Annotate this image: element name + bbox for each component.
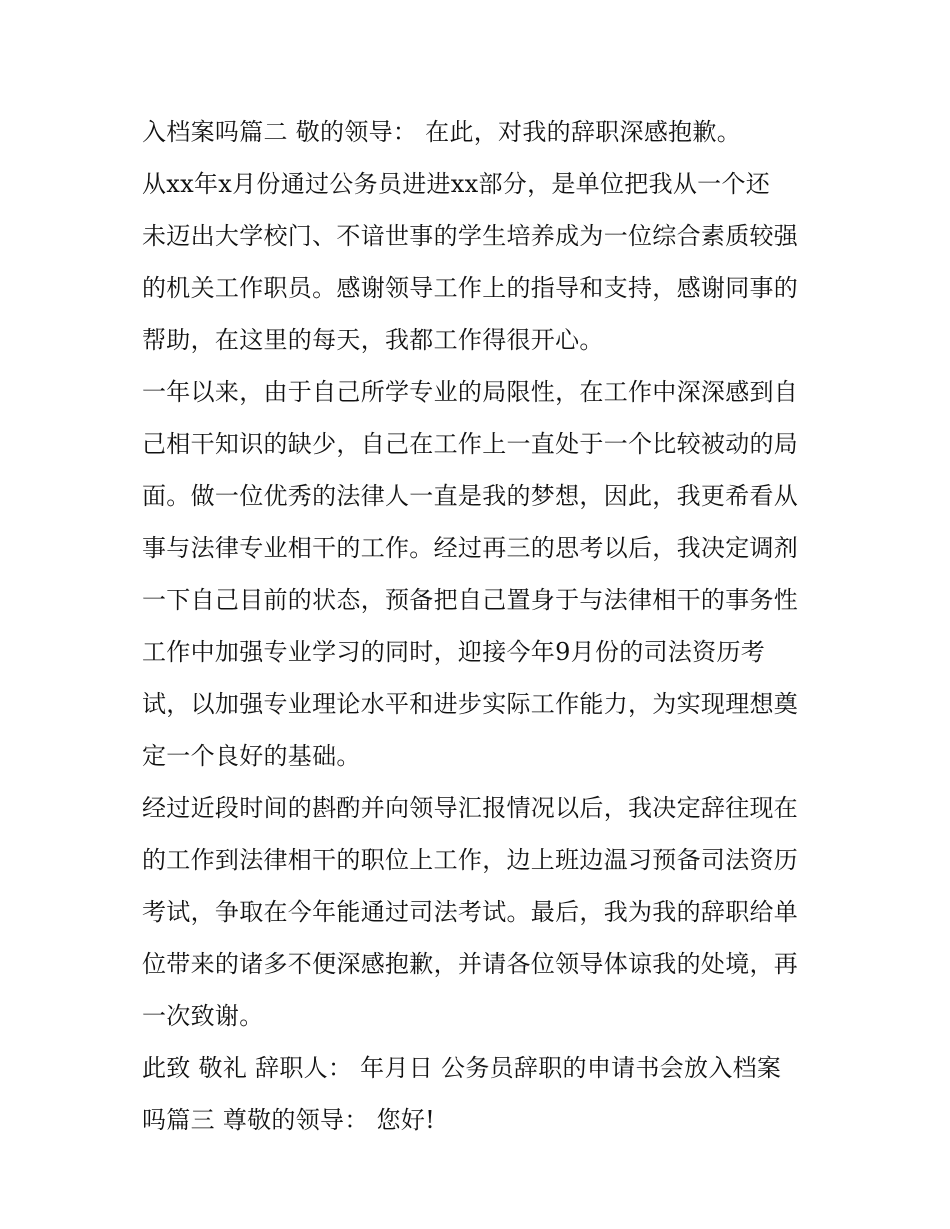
text-line: 己相干知识的缺少，自己在工作上一直处于一个比较被动的局 bbox=[142, 430, 799, 458]
document-body bbox=[142, 106, 822, 1146]
text-line: 帮助，在这里的每天，我都工作得很开心。 bbox=[142, 326, 604, 354]
text-line: 吗篇三 尊敬的领导： 您好! bbox=[142, 1106, 436, 1134]
text-line: 考试，争取在今年能通过司法考试。最后，我为我的辞职给单 bbox=[142, 898, 799, 926]
text-line: 试，以加强专业理论水平和进步实际工作能力，为实现理想奠 bbox=[142, 690, 799, 718]
text-line: 从xx年x月份通过公务员进进xx部分，是单位把我从一个还 bbox=[142, 170, 771, 198]
text-line: 一次致谢。 bbox=[142, 1002, 264, 1030]
text-line: 的机关工作职员。感谢领导工作上的指导和支持，感谢同事的 bbox=[142, 274, 799, 302]
text-line: 的工作到法律相干的职位上工作，边上班边温习预备司法资历 bbox=[142, 846, 799, 874]
text-line: 定一个良好的基础。 bbox=[142, 742, 361, 770]
text-line: 未迈出大学校门、不谙世事的学生培养成为一位综合素质较强 bbox=[142, 222, 799, 250]
text-line: 工作中加强专业学习的同时，迎接今年9月份的司法资历考 bbox=[142, 638, 766, 666]
text-line: 事与法律专业相干的工作。经过再三的思考以后，我决定调剂 bbox=[142, 534, 799, 562]
text-line: 面。做一位优秀的法律人一直是我的梦想，因此，我更希看从 bbox=[142, 482, 799, 510]
text-line: 位带来的诸多不便深感抱歉，并请各位领导体谅我的处境，再 bbox=[142, 950, 799, 978]
text-line: 此致 敬礼 辞职人： 年月日 公务员辞职的申请书会放入档案 bbox=[142, 1054, 782, 1082]
text-line: 经过近段时间的斟酌并向领导汇报情况以后，我决定辞往现在 bbox=[142, 794, 799, 822]
text-line: 一年以来，由于自己所学专业的局限性，在工作中深深感到自 bbox=[142, 378, 799, 406]
text-line: 入档案吗篇二 敬的领导： 在此，对我的辞职深感抱歉。 bbox=[142, 118, 742, 146]
text-line: 一下自己目前的状态，预备把自己置身于与法律相干的事务性 bbox=[142, 586, 799, 614]
